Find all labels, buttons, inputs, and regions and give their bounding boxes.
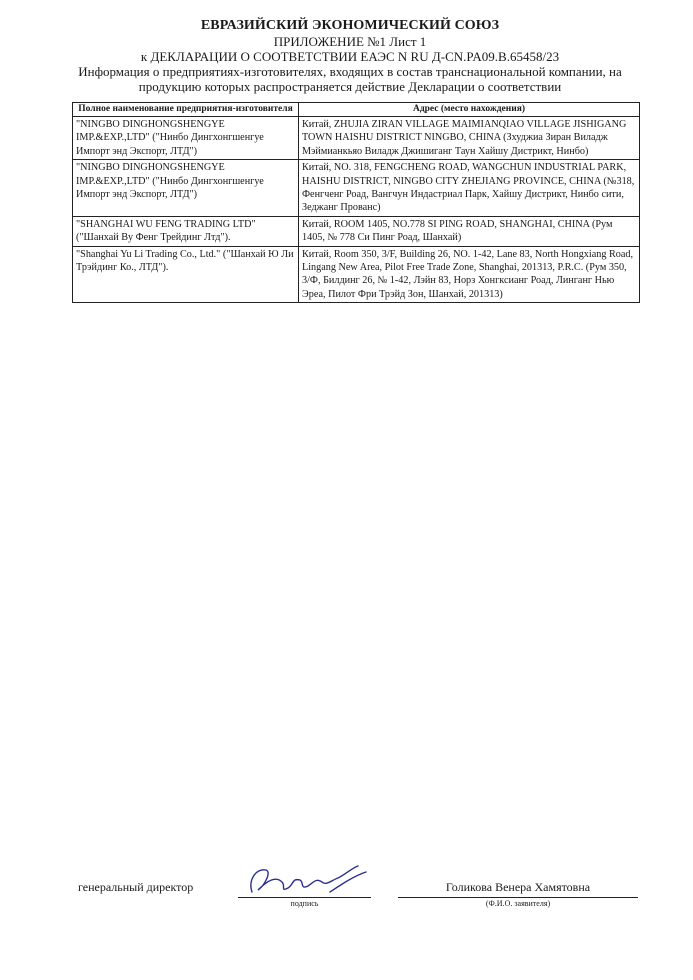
annex-label: ПРИЛОЖЕНИЕ №1 Лист 1 xyxy=(273,34,427,49)
manufacturer-name-cell: "SHANGHAI WU FENG TRADING LTD" ("Шанхай Ву Фенг Трейдинг Лтд"). xyxy=(73,216,299,246)
signature-line xyxy=(238,897,371,898)
table-row xyxy=(73,117,640,160)
signature-stroke xyxy=(251,866,366,892)
name-line xyxy=(398,897,638,898)
table-row xyxy=(73,216,640,246)
manufacturer-name-cell: "Shanghai Yu Li Trading Co., Ltd." ("Шанхай Ю Ли Трэйдинг Ко., ЛТД"). xyxy=(73,246,299,303)
signer-name: Голикова Венера Хамятовна xyxy=(445,880,591,894)
union-title: ЕВРАЗИЙСКИЙ ЭКОНОМИЧЕСКИЙ СОЮЗ xyxy=(200,18,500,33)
info-line-2: продукцию которых распространяется действие Декларации о соответствии xyxy=(138,79,562,94)
manufacturer-address-cell: Китай, NO. 318, FENGCHENG ROAD, WANGCHUN INDUSTRIAL PARK, HAISHU DISTRICT, NINGBO CITY ZHEJIANG PROVINCE, CHINA (№318, Фенгченг Роад, Вангчун Индастриал Парк, Хайшу Дистрикт, Нинбо сити, Зеджанг Прованс) xyxy=(299,160,640,217)
signature-caption: подпись xyxy=(290,899,319,908)
manufacturer-name-cell: "NINGBO DINGHONGSHENGYE IMP.&EXP.,LTD" ("Нинбо Дингхонгшенгуе Импорт энд Экспорт, ЛТД") xyxy=(73,117,299,160)
column-header-name: Полное наименование предприятия-изготовителя xyxy=(73,103,299,117)
name-caption: (Ф.И.О. заявителя) xyxy=(485,899,551,908)
manufacturer-address-cell: Китай, Room 350, 3/F, Building 26, NO. 1-42, Lane 83, North Hongxiang Road, Lingang New Area, Pilot Free Trade Zone, Shanghai, 201313, P.R.C. (Рум 350, 3/Ф, Билдинг 26, № 1-42, Лэйн 83, Норз Хонгксианг Роад, Линганг Нью Эреа, Пилот Фри Трэйд Зон, Шанхай, 201313) xyxy=(299,246,640,303)
signer-role: генеральный директор xyxy=(78,880,194,894)
document-header xyxy=(60,18,640,94)
handwritten-signature xyxy=(242,862,374,900)
manufacturer-address-cell: Китай, ROOM 1405, NO.778 SI PING ROAD, SHANGHAI, CHINA (Рум 1405, № 778 Си Пинг Роад, Шанхай) xyxy=(299,216,640,246)
table-row xyxy=(73,246,640,303)
info-line-1: Информация о предприятиях-изготовителях, входящих в состав транснациональной компании, на xyxy=(78,64,622,79)
table-row xyxy=(73,160,640,217)
manufacturer-name-cell: "NINGBO DINGHONGSHENGYE IMP.&EXP.,LTD" ("Нинбо Дингхонгшенгуе Импорт энд Экспорт, ЛТД") xyxy=(73,160,299,217)
manufacturers-table xyxy=(72,102,640,303)
manufacturer-address-cell: Китай, ZHUJIA ZIRAN VILLAGE MAIMIANQIAO VILLAGE JISHIGANG TOWN HAISHU DISTRICT NINGBO, CHINA (Зхуджиа Зиран Виладж Мэймианкьяо Виладж Джишиганг Таун Хайшу Дистрикт, Нинбо) xyxy=(299,117,640,160)
declaration-number: к ДЕКЛАРАЦИИ О СООТВЕТСТВИИ ЕАЭС N RU Д-CN.PA09.B.65458/23 xyxy=(140,49,560,64)
table-header-row xyxy=(73,103,640,117)
column-header-address: Адрес (место нахождения) xyxy=(299,103,640,117)
